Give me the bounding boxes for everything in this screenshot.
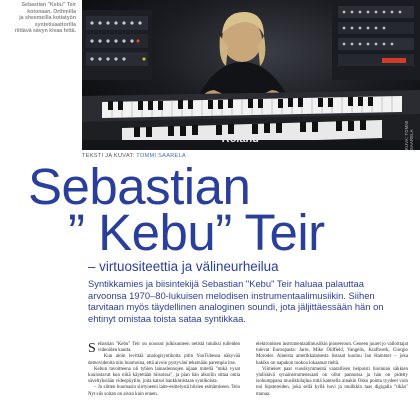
body-text: ebastian "Kebu" Teir on noussut julkisuuteen netistä tutuiksi tulleiden videoiden kautta. xyxy=(97,342,240,354)
caption-line: riittävä sävyn kivaa fettä. xyxy=(14,28,76,35)
lead-paragraph: Syntikkamies ja biisintekijä Sebastian "Kebu" Teir haluaa palauttaa arvoonsa 1970–80-lukuisen melodisen instrumentaalimusiikin. Siihen tarvitaan myös täydellinen analoginen soundi, jota jäljittäessään hän on ehtinyt omistaa toista sataa syntikkaa. xyxy=(88,278,384,324)
byline-label: TEKSTI JA KUVAT: xyxy=(82,153,135,159)
body-paragraph xyxy=(88,342,240,354)
photo-credit: KUVA: TOMMI SAARELA xyxy=(404,120,414,150)
caption-line: Sebastian "Kebu" Teir xyxy=(21,2,76,8)
drop-cap: S xyxy=(88,341,96,356)
photo-caption xyxy=(0,0,80,35)
article-title-line2: ” Kebu” Teir xyxy=(68,204,325,261)
caption-line: kotonaan. Orthmilla xyxy=(27,8,76,15)
caption-line: ja sheemeilla kotiatyön xyxy=(19,15,76,22)
article-subtitle: – virtuositeettia ja välineurheilua xyxy=(88,259,279,274)
body-paragraph: – Jo siitten huomasin siirtyneeni laite-esittelystä biisien esittämiseen. Tein Nyt siis soitan on aivan kuin ennen. xyxy=(88,385,240,397)
caption-line: syntetisaattorilla xyxy=(34,21,76,28)
studio-photo-illustration xyxy=(82,0,420,150)
byline-author: TOMMI SAARELA xyxy=(136,153,187,159)
body-column-right xyxy=(256,342,408,398)
body-paragraph: Kebun tavoitteena oli tyhien lainaslennojen aijaan mitellä "mikä vysat kuulostavat kun niitä käytetään hiisoissa", ja pian hän alkoilin sittaa omia säveltyksiään videopöytiin, joita katsoi hankkimistaan syntikoista. xyxy=(88,366,240,385)
body-paragraph: elektronisten instrumentaalimusiikin pioneeroon. Geneen juuret jo valloittajat tulevat Euroopasta: Jarre, Mike Oldfield, Vangelis, Kraftwerk, Giorgio Moroder. Aineista amerikkalaisesta listasat kuuluu Jan Hammer – joka hakiko on napakon tuokoa lokaamat tieltä. xyxy=(256,342,408,366)
article-title-line1: Sebastian xyxy=(28,158,251,215)
keyboard-brand-logo: Roland xyxy=(222,133,260,145)
body-column-left xyxy=(88,342,240,398)
body-paragraph: Kun aloin levittää analogisyntikoita pitin YouTubessa näkyvää demovideoita niin huomoina, että aivoin pystyvänï tekemään parempia itse. xyxy=(88,354,240,366)
body-paragraph: Viimeiset paat vuosikymmentä vaarallisen helpoisti hioinnan säkkien yhdistävä synainstrumenssaati on ollut pannussa ja hän on pidetty isohumppana musiikkilajina mitä kantsella ainakin Osko pointa tyydeet voin nni hipstereiden, joka sellä kyllä huvi ja muilkkin taas digigalla "tikän" munaa. xyxy=(256,366,408,397)
feature-photo xyxy=(82,0,420,150)
